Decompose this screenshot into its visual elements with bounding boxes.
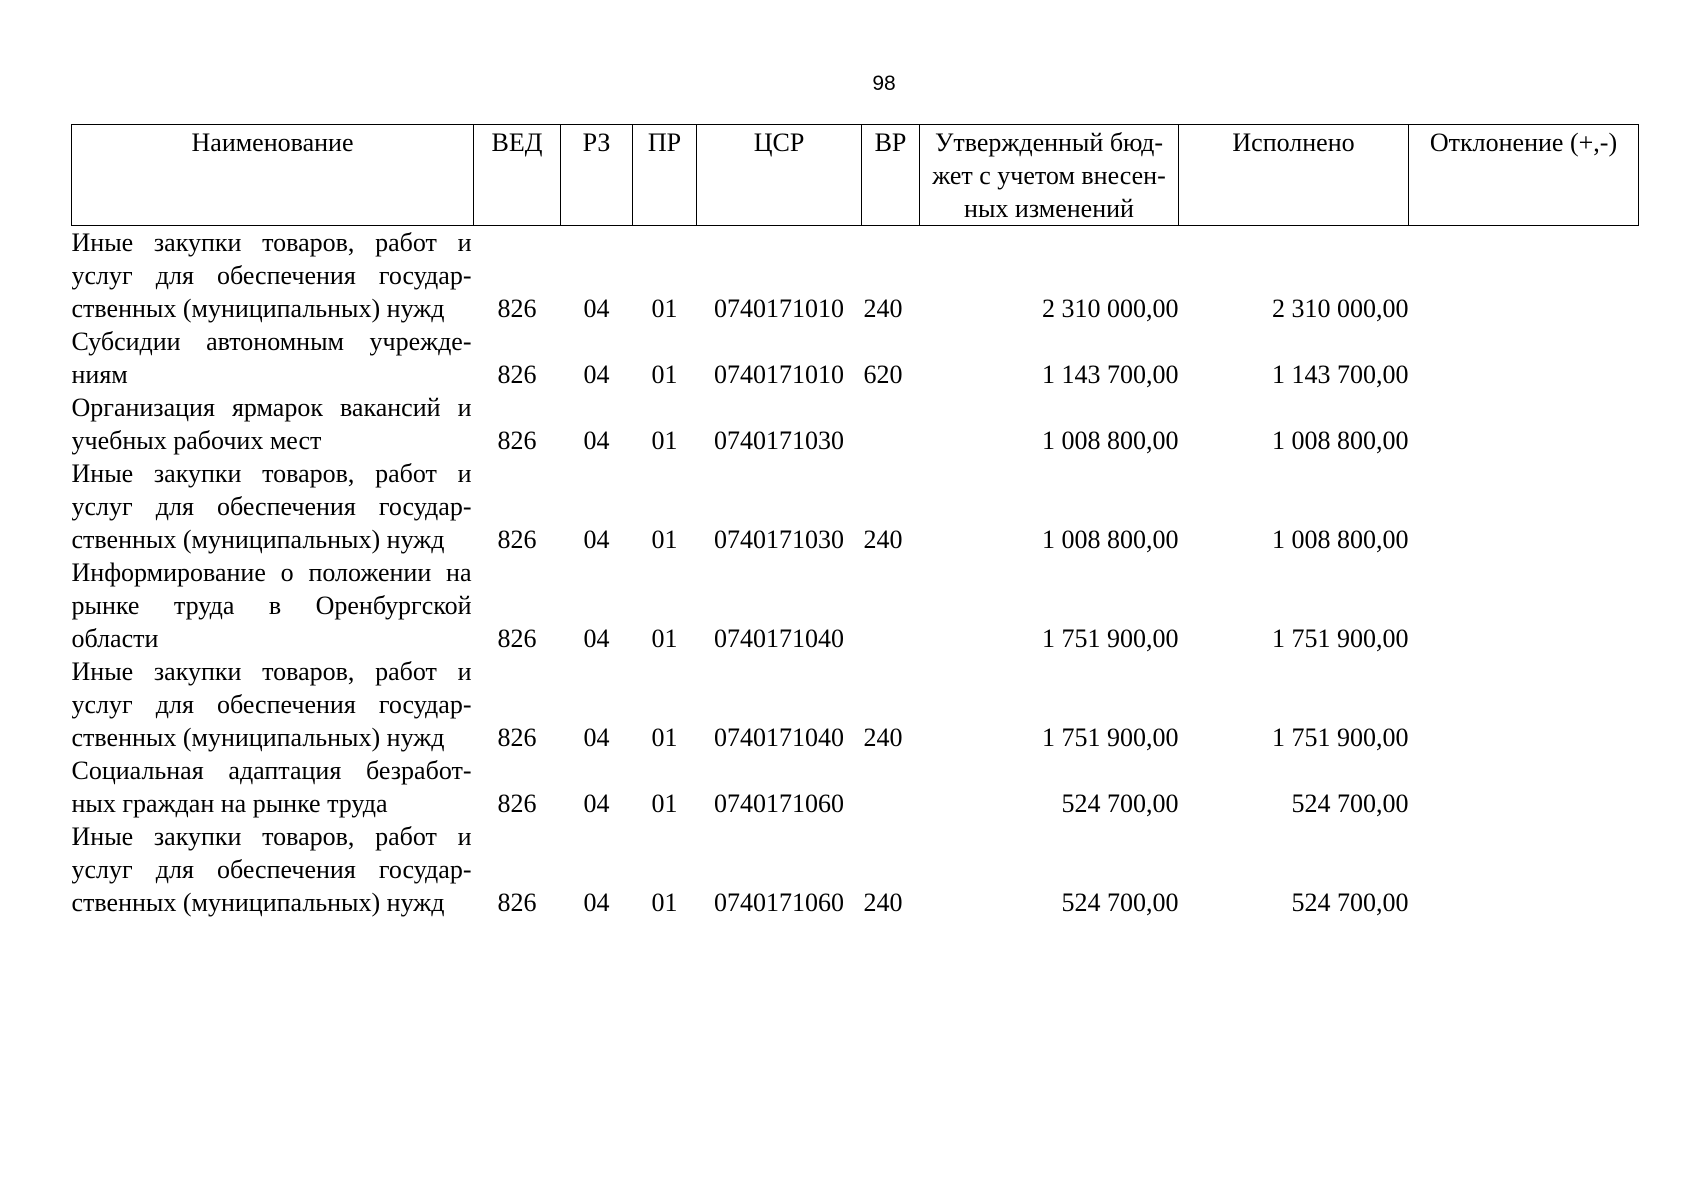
header-csr: ЦСР — [697, 125, 862, 226]
row-pr: 01 — [651, 525, 678, 554]
table-row — [72, 226, 1639, 326]
header-plan: Утвержденный бюд-жет с учетом внесен-ных изменений — [920, 125, 1179, 226]
row-done: 1 751 900,00 — [1272, 723, 1409, 752]
header-ved: ВЕД — [474, 125, 561, 226]
table-body — [72, 226, 1639, 920]
row-deviation — [1409, 655, 1639, 754]
row-name: Организация ярмарок вакансий и учебных рабочих мест — [71, 393, 472, 455]
row-vr: 240 — [863, 723, 903, 752]
row-name: Субсидии автономным учрежде-ниям — [71, 327, 472, 389]
table-row — [72, 820, 1639, 919]
row-name: Иные закупки товаров, работ и услуг для обеспечения государ-ственных (муниципальных) нужд — [71, 657, 472, 752]
row-csr: 0740171030 — [714, 426, 844, 455]
row-pr: 01 — [651, 360, 678, 389]
row-deviation — [1409, 556, 1639, 655]
row-rz: 04 — [583, 789, 610, 818]
row-deviation — [1409, 226, 1639, 326]
row-ved: 826 — [497, 525, 537, 554]
row-plan: 2 310 000,00 — [1042, 294, 1179, 323]
row-name: Социальная адаптация безработ-ных граждан на рынке труда — [71, 756, 472, 818]
row-done: 1 008 800,00 — [1272, 426, 1409, 455]
row-vr — [862, 391, 920, 457]
row-deviation — [1409, 325, 1639, 391]
row-ved: 826 — [497, 789, 537, 818]
table-row — [72, 457, 1639, 556]
row-plan: 524 700,00 — [1061, 888, 1179, 917]
table-row — [72, 391, 1639, 457]
row-plan: 1 008 800,00 — [1042, 426, 1179, 455]
row-vr: 240 — [863, 294, 903, 323]
row-done: 1 751 900,00 — [1272, 624, 1409, 653]
row-deviation — [1409, 457, 1639, 556]
row-name: Иные закупки товаров, работ и услуг для обеспечения государ-ственных (муниципальных) нужд — [71, 459, 472, 554]
row-plan: 1 008 800,00 — [1042, 525, 1179, 554]
table-row — [72, 325, 1639, 391]
row-done: 524 700,00 — [1291, 789, 1409, 818]
row-csr: 0740171040 — [714, 723, 844, 752]
row-plan: 524 700,00 — [1061, 789, 1179, 818]
row-vr — [862, 754, 920, 820]
row-vr: 620 — [863, 360, 903, 389]
row-ved: 826 — [497, 624, 537, 653]
row-rz: 04 — [583, 294, 610, 323]
row-rz: 04 — [583, 888, 610, 917]
row-pr: 01 — [651, 426, 678, 455]
row-csr: 0740171010 — [714, 294, 844, 323]
row-rz: 04 — [583, 360, 610, 389]
row-ved: 826 — [497, 426, 537, 455]
table-header — [72, 125, 1639, 226]
row-rz: 04 — [583, 624, 610, 653]
row-csr: 0740171060 — [714, 789, 844, 818]
row-deviation — [1409, 391, 1639, 457]
row-plan: 1 751 900,00 — [1042, 624, 1179, 653]
row-plan: 1 143 700,00 — [1042, 360, 1179, 389]
row-ved: 826 — [497, 888, 537, 917]
row-pr: 01 — [651, 624, 678, 653]
row-name: Иные закупки товаров, работ и услуг для обеспечения государ-ственных (муниципальных) нужд — [71, 228, 472, 323]
header-pr: ПР — [633, 125, 697, 226]
row-name: Иные закупки товаров, работ и услуг для обеспечения государ-ственных (муниципальных) нужд — [71, 822, 472, 917]
table-row — [72, 655, 1639, 754]
row-done: 524 700,00 — [1291, 888, 1409, 917]
row-pr: 01 — [651, 888, 678, 917]
header-vr: ВР — [862, 125, 920, 226]
row-rz: 04 — [583, 426, 610, 455]
budget-table — [71, 124, 1639, 919]
row-csr: 0740171010 — [714, 360, 844, 389]
row-vr: 240 — [863, 525, 903, 554]
row-ved: 826 — [497, 294, 537, 323]
row-ved: 826 — [497, 360, 537, 389]
header-name: Наименование — [72, 125, 474, 226]
row-csr: 0740171060 — [714, 888, 844, 917]
page-number: 98 — [872, 72, 896, 95]
table-row — [72, 556, 1639, 655]
table-row — [72, 754, 1639, 820]
row-deviation — [1409, 754, 1639, 820]
header-deviation: Отклонение (+,-) — [1409, 125, 1639, 226]
row-rz: 04 — [583, 723, 610, 752]
row-pr: 01 — [651, 723, 678, 752]
header-row — [72, 125, 1639, 226]
row-done: 1 143 700,00 — [1272, 360, 1409, 389]
row-pr: 01 — [651, 789, 678, 818]
row-csr: 0740171030 — [714, 525, 844, 554]
row-ved: 826 — [497, 723, 537, 752]
row-vr — [862, 556, 920, 655]
row-done: 2 310 000,00 — [1272, 294, 1409, 323]
row-deviation — [1409, 820, 1639, 919]
row-rz: 04 — [583, 525, 610, 554]
row-name: Информирование о положении на рынке труда в Оренбургской области — [71, 558, 472, 653]
row-done: 1 008 800,00 — [1272, 525, 1409, 554]
header-rz: РЗ — [561, 125, 633, 226]
row-pr: 01 — [651, 294, 678, 323]
row-csr: 0740171040 — [714, 624, 844, 653]
row-plan: 1 751 900,00 — [1042, 723, 1179, 752]
header-done: Исполнено — [1179, 125, 1409, 226]
row-vr: 240 — [863, 888, 903, 917]
